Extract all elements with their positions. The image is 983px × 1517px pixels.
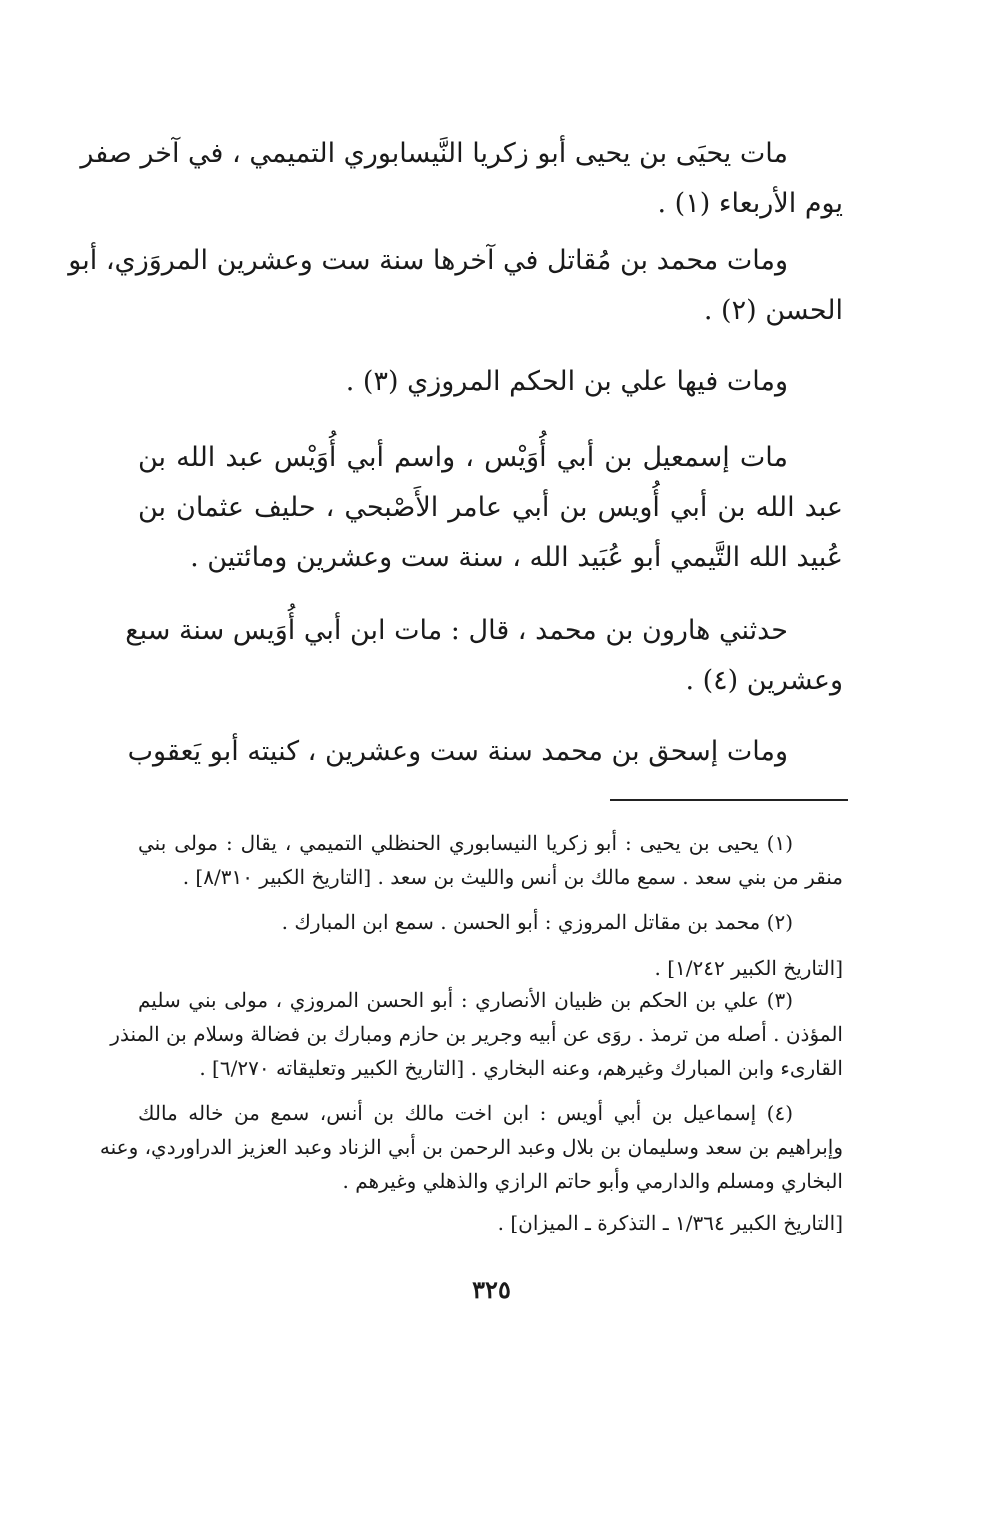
footnote-line: وإبراهيم بن سعد وسليمان بن بلال وعبد الرحمن بن أبي الزناد وعبد العزيز الدراوردي، وعنه <box>99 1135 843 1159</box>
footnote-line: (٣) علي بن الحكم بن ظبيان الأنصاري : أبو الحسن المروزي ، مولى بني سليم <box>138 988 793 1012</box>
paragraph-line: وعشرين (٤) . <box>685 665 843 696</box>
footnote-line: (١) يحيى بن يحيى : أبو زكريا النيسابوري الحنظلي التميمي ، يقال : مولى بني <box>138 831 793 855</box>
footnote-line: (٢) محمد بن مقاتل المروزي : أبو الحسن . سمع ابن المبارك . <box>281 910 793 934</box>
paragraph-line: عبد الله بن أبي أُويس بن أبي عامر الأَصْبحي ، حليف عثمان بن <box>138 492 843 523</box>
paragraph-line: ومات محمد بن مُقاتل في آخرها سنة ست وعشرين المروَزي، أبو <box>68 245 788 276</box>
paragraph-line: مات يحيَى بن يحيى أبو زكريا النَّيسابوري التميمي ، في آخر صفر <box>80 138 788 169</box>
footnote-2 <box>138 905 843 985</box>
footnote-4 <box>99 1096 843 1240</box>
footnote-line: منقر من بني سعد . سمع مالك بن أنس والليث بن سعد . [التاريخ الكبير ٨/٣١٠] . <box>182 865 843 889</box>
paragraph-line: الحسن (٢) . <box>703 295 843 326</box>
paragraph-1 <box>80 129 843 229</box>
footnote-line: البخاري ومسلم والدارمي وأبو حاتم الرازي والذهلي وغيرهم . <box>342 1169 843 1193</box>
paragraph-4 <box>138 433 843 583</box>
footnote-3 <box>110 983 843 1085</box>
footnote-divider <box>610 799 848 801</box>
footnote-1 <box>138 826 843 894</box>
footnote-line: القارىء وابن المبارك وغيرهم، وعنه البخاري . [التاريخ الكبير وتعليقاته ٦/٢٧٠] . <box>199 1056 843 1080</box>
page-number: ٣٢٥ <box>472 1275 511 1304</box>
paragraph-line: يوم الأربعاء (١) . <box>657 188 843 219</box>
footnote-line: [التاريخ الكبير ١/٣٦٤ ـ التذكرة ـ الميزان] . <box>497 1211 843 1235</box>
paragraph-line: حدثني هارون بن محمد ، قال : مات ابن أبي أُوَيس سنة سبع <box>125 615 788 646</box>
paragraph-3 <box>138 357 843 407</box>
paragraph-5 <box>125 606 843 706</box>
paragraph-line: ومات إسحق بن محمد سنة ست وعشرين ، كنيته أبو يَعقوب <box>127 736 788 767</box>
footnote-line: [التاريخ الكبير ١/٢٤٢] . <box>654 956 843 980</box>
paragraph-line: ومات فيها علي بن الحكم المروزي (٣) . <box>345 366 788 397</box>
paragraph-6 <box>127 727 843 777</box>
footnote-line: المؤذن . أصله من ترمذ . روَى عن أبيه وجرير بن حازم ومبارك بن فضالة وسلام بن المنذر <box>110 1022 843 1046</box>
paragraph-line: مات إسمعيل بن أبي أُوَيْس ، واسم أبي أُوَيْس عبد الله بن <box>138 442 788 473</box>
paragraph-line: عُبيد الله التَّيمي أبو عُبَيد الله ، سنة ست وعشرين ومائتين . <box>190 542 843 573</box>
footnote-line: (٤) إسماعيل بن أبي أويس : ابن اخت مالك بن أنس، سمع من خاله مالك <box>138 1101 793 1125</box>
paragraph-2 <box>68 236 843 336</box>
